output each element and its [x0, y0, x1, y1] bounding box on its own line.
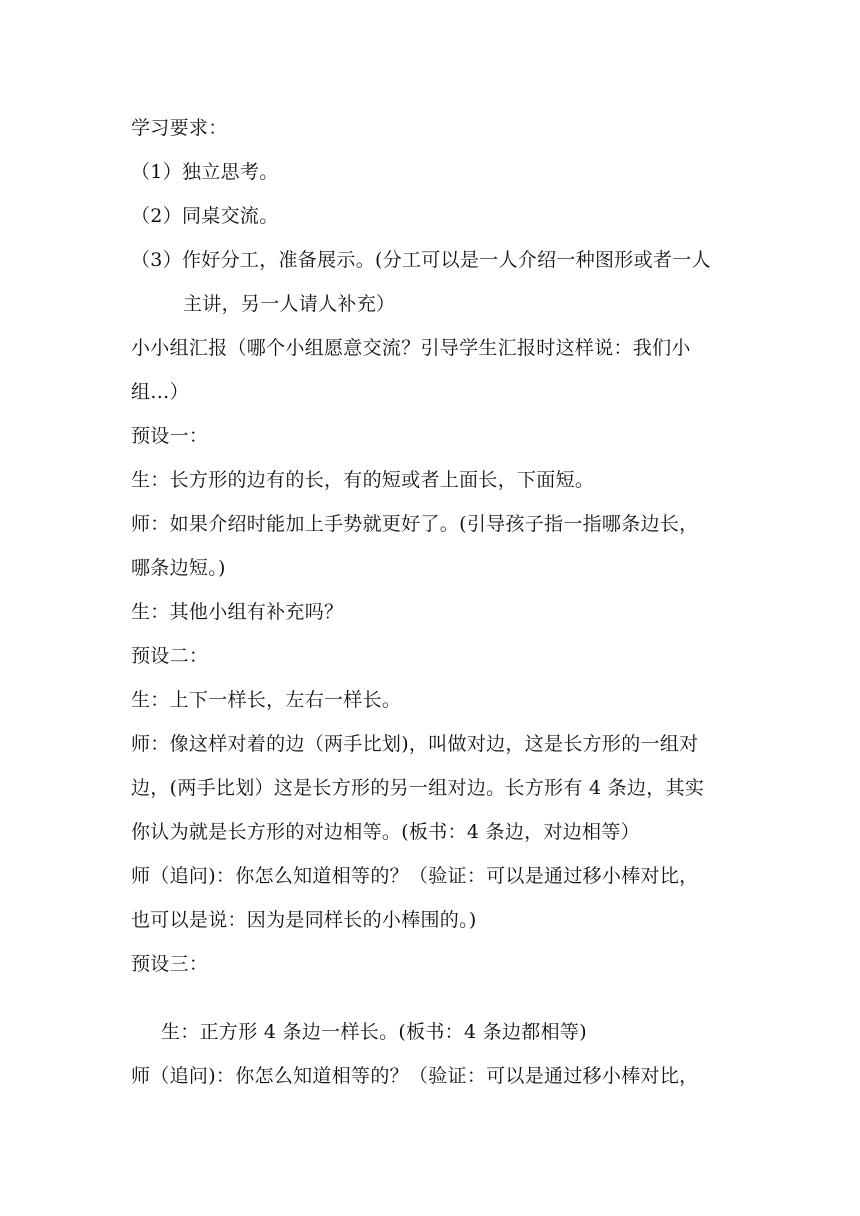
group-report-paragraph: 小小组汇报（哪个小组愿意交流？引导学生汇报时这样说：我们小 — [131, 337, 691, 359]
dialogue-line: 生：上下一样长，左右一样长。 — [131, 689, 402, 711]
dialogue-line: 生：长方形的边有的长，有的短或者上面长，下面短。 — [131, 469, 595, 491]
group-report-paragraph-continued: 组…） — [131, 381, 189, 403]
heading-learning-requirements: 学习要求： — [131, 117, 228, 139]
dialogue-line: 师：像这样对着的边（两手比划)，叫做对边，这是长方形的一组对 — [131, 733, 699, 755]
scenario-one-heading: 预设一： — [131, 425, 209, 447]
requirement-item-3: （3）作好分工，准备展示。(分工可以是一人介绍一种图形或者一人 — [131, 249, 711, 271]
dialogue-line-continued: 边，(两手比划）这是长方形的另一组对边。长方形有 4 条边，其实 — [131, 777, 705, 799]
scenario-three-heading: 预设三： — [131, 953, 209, 975]
requirement-item-2: （2）同桌交流。 — [131, 205, 279, 227]
dialogue-line: 师：如果介绍时能加上手势就更好了。(引导孩子指一指哪条边长， — [131, 513, 699, 535]
dialogue-line: 生：正方形 4 条边一样长。(板书：4 条边都相等) — [161, 1021, 587, 1043]
requirement-item-1: （1）独立思考。 — [131, 161, 279, 183]
dialogue-line-continued: 也可以是说：因为是同样长的小棒围的。) — [131, 909, 477, 931]
dialogue-line-continued: 你认为就是长方形的对边相等。(板书：4 条边，对边相等） — [131, 821, 640, 843]
dialogue-line: 师（追问)：你怎么知道相等的？（验证：可以是通过移小棒对比， — [131, 1065, 699, 1087]
dialogue-line: 生：其他小组有补充吗？ — [131, 601, 344, 623]
dialogue-line: 师（追问)：你怎么知道相等的？（验证：可以是通过移小棒对比， — [131, 865, 699, 887]
scenario-two-heading: 预设二： — [131, 645, 209, 667]
dialogue-line-continued: 哪条边短。) — [131, 557, 226, 579]
requirement-item-3-continued: 主讲，另一人请人补充） — [183, 293, 396, 315]
